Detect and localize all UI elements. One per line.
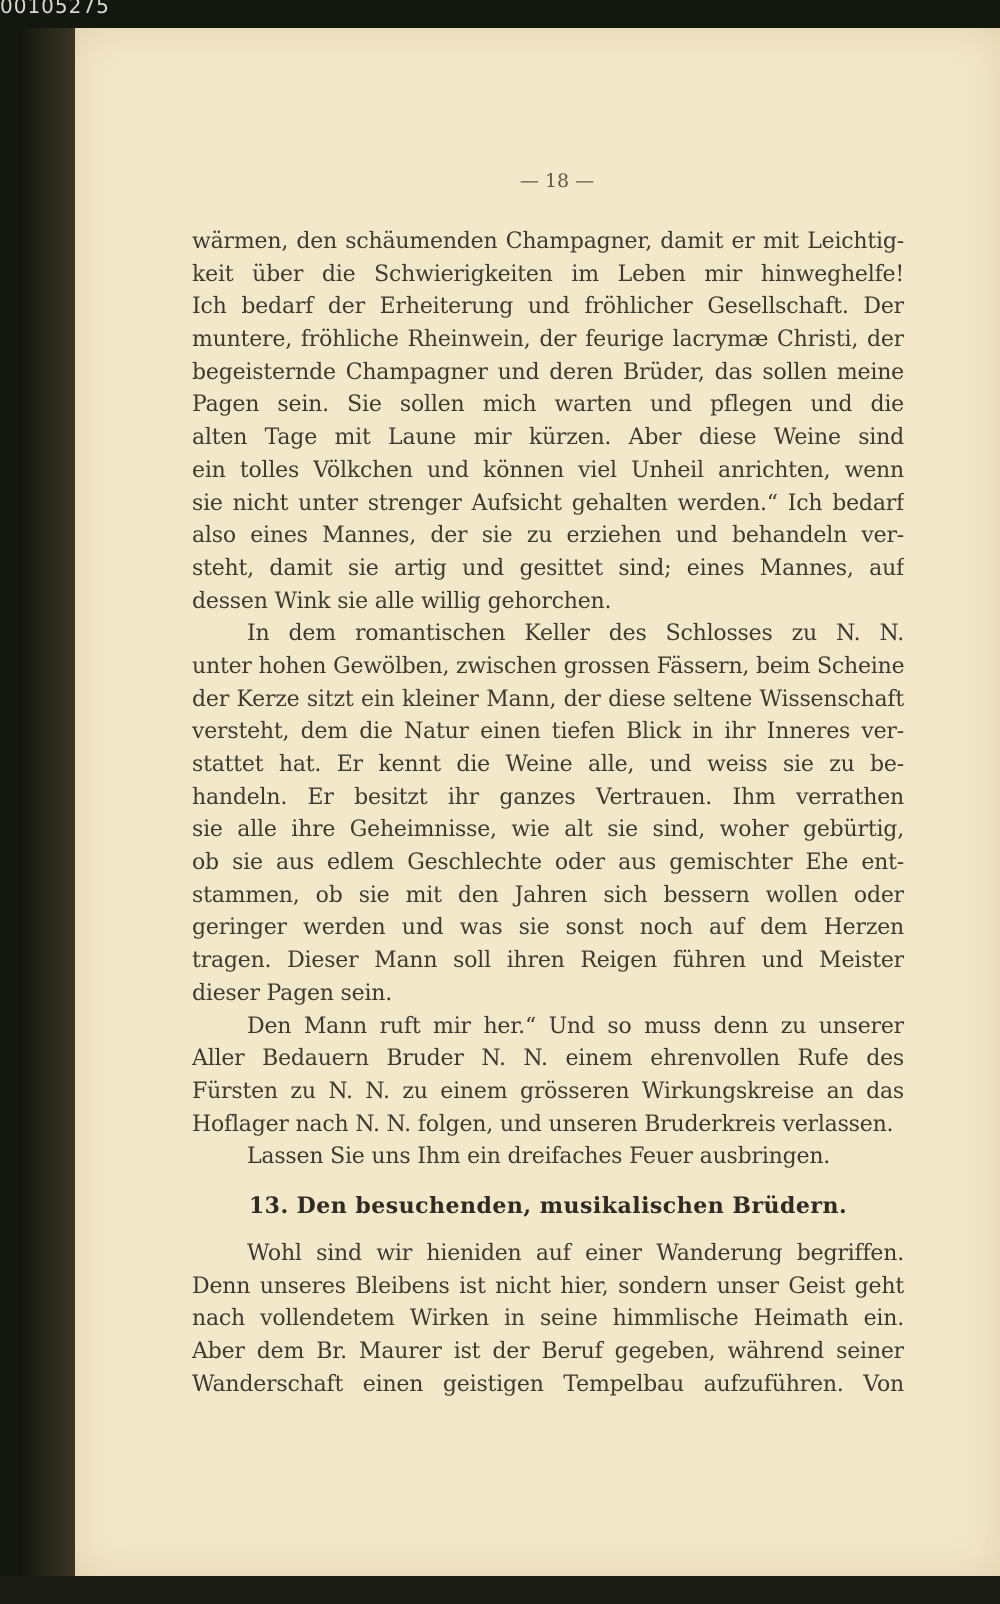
section-number: 13.	[248, 1192, 289, 1219]
page-number: — 18 —	[519, 170, 595, 192]
text-line: Den Mann ruft mir her.“ Und so muss denn zu unserer	[247, 1013, 904, 1039]
text-line: Fürsten zu N. N. zu einem grösseren Wirkungskreise an das	[192, 1078, 904, 1104]
text-line: ob sie aus edlem Geschlechte oder aus gemischter Ehe ent-	[192, 850, 904, 876]
text-line: Pagen sein. Sie sollen mich warten und pflegen und die	[192, 392, 904, 418]
text-line: ein tolles Völkchen und können viel Unheil anrichten, wenn	[192, 457, 904, 483]
text-line: stammen, ob sie mit den Jahren sich bessern wollen oder	[192, 882, 904, 908]
paragraph-2	[192, 618, 904, 1010]
text-line: also eines Mannes, der sie zu erziehen und behandeln ver-	[192, 523, 904, 549]
text-line: nach vollendetem Wirken in seine himmlische Heimath ein.	[192, 1306, 904, 1332]
paragraph-3	[192, 1011, 904, 1142]
text-line: unter hohen Gewölben, zwischen grossen Fässern, beim Scheine	[192, 653, 904, 679]
text-line: dieser Pagen sein.	[192, 980, 393, 1006]
text-line: Wanderschaft einen geistigen Tempelbau aufzuführen. Von	[192, 1371, 904, 1397]
section-title: Den besuchenden, musikalischen Brüdern.	[296, 1192, 848, 1219]
text-line: versteht, dem die Natur einen tiefen Blick in ihr Inneres ver-	[192, 719, 904, 745]
text-line: Ich bedarf der Erheiterung und fröhlicher Gesellschaft. Der	[192, 294, 904, 320]
page-body-text	[192, 226, 904, 1401]
text-line: Aller Bedauern Bruder N. N. einem ehrenvollen Rufe des	[192, 1046, 904, 1072]
text-line: muntere, fröhliche Rheinwein, der feurige lacrymæ Christi, der	[192, 327, 904, 353]
text-line: dessen Wink sie alle willig gehorchen.	[192, 588, 612, 614]
text-line: alten Tage mit Laune mir kürzen. Aber diese Weine sind	[192, 425, 904, 451]
text-line: keit über die Schwierigkeiten im Leben mir hinweghelfe!	[192, 261, 904, 287]
text-line: sie nicht unter strenger Aufsicht gehalten werden.“ Ich bedarf	[192, 490, 904, 516]
paragraph-1	[192, 226, 904, 618]
scan-id-label: 00105275	[0, 0, 110, 18]
text-line: Lassen Sie uns Ihm ein dreifaches Feuer ausbringen.	[247, 1144, 831, 1170]
text-line: Denn unseres Bleibens ist nicht hier, sondern unser Geist geht	[192, 1273, 904, 1299]
text-line: geringer werden und was sie sonst noch auf dem Herzen	[192, 915, 904, 941]
text-line: begeisternde Champagner und deren Brüder, das sollen meine	[192, 359, 904, 385]
text-line: In dem romantischen Keller des Schlosses zu N. N.	[247, 621, 904, 647]
text-line: der Kerze sitzt ein kleiner Mann, der diese seltene Wissenschaft	[192, 686, 904, 712]
text-line: Wohl sind wir hieniden auf einer Wanderung begriffen.	[247, 1240, 904, 1266]
text-line: tragen. Dieser Mann soll ihren Reigen führen und Meister	[192, 948, 904, 974]
paragraph-4	[192, 1141, 904, 1174]
text-line: sie alle ihre Geheimnisse, wie alt sie sind, woher gebürtig,	[192, 817, 904, 843]
text-line: wärmen, den schäumenden Champagner, damit er mit Leichtig-	[192, 229, 904, 254]
scan-background-bottom	[0, 1576, 1000, 1604]
text-line: Hoflager nach N. N. folgen, und unseren Bruderkreis verlassen.	[192, 1111, 894, 1137]
section-heading	[192, 1174, 904, 1238]
text-line: handeln. Er besitzt ihr ganzes Vertrauen. Ihm verrathen	[192, 784, 904, 810]
text-line: steht, damit sie artig und gesittet sind; eines Mannes, auf	[192, 555, 904, 581]
text-line: Aber dem Br. Maurer ist der Beruf gegeben, während seiner	[192, 1339, 904, 1364]
paragraph-5	[192, 1238, 904, 1401]
text-line: stattet hat. Er kennt die Weine alle, und weiss sie zu be-	[192, 752, 904, 777]
book-spine-edge	[20, 28, 75, 1576]
